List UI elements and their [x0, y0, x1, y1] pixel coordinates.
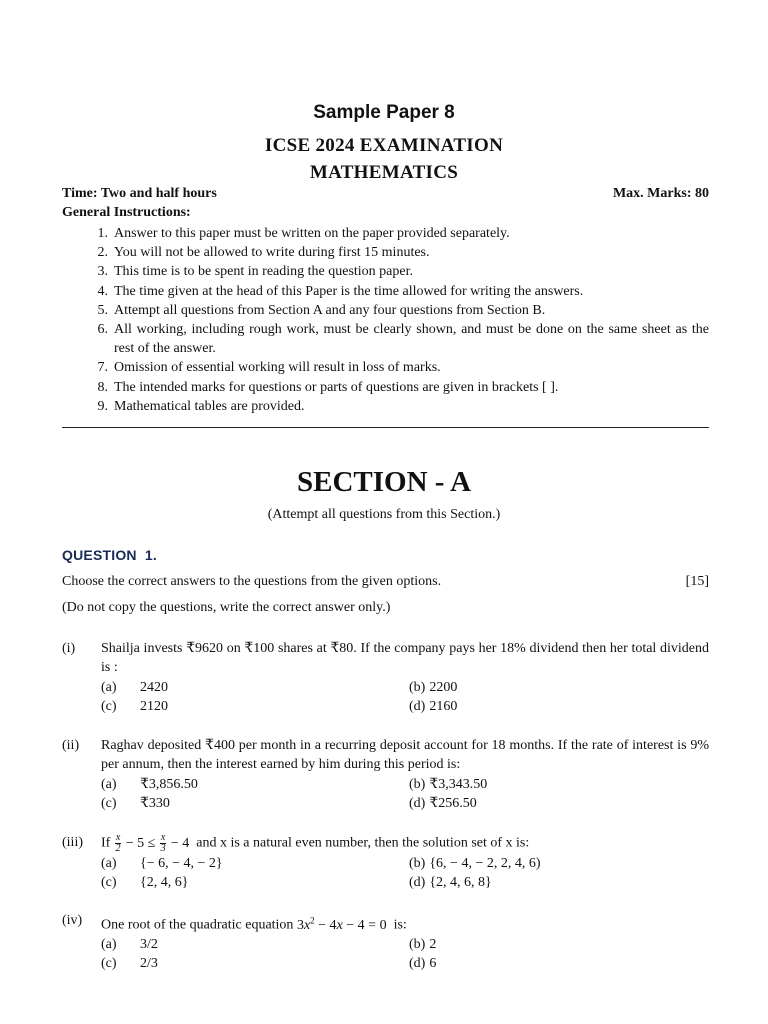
option-label: (c) [101, 699, 117, 715]
question-heading [62, 547, 157, 563]
paper-title: Sample Paper 8 [313, 102, 455, 123]
option-text: 3/2 [140, 937, 158, 953]
section-subtitle: (Attempt all questions from this Section.) [267, 507, 501, 522]
option-text: ₹330 [140, 796, 170, 812]
question-marks: [15] [685, 574, 709, 589]
option-label: (c) [101, 956, 117, 972]
option-label: (d) [409, 956, 426, 972]
option-a [101, 854, 223, 873]
option-text: 2 [429, 937, 437, 953]
option-text: ₹3,856.50 [140, 776, 198, 792]
option-d [409, 873, 492, 892]
option-b [409, 775, 487, 794]
question-part-ii [62, 736, 709, 814]
option-text: 2/3 [140, 956, 158, 972]
question-part-iv [62, 911, 709, 974]
option-label: (c) [101, 875, 117, 891]
time-allowed: Time: Two and half hours [62, 186, 217, 201]
instruction-item [62, 224, 709, 243]
option-c [101, 873, 188, 892]
section-title: SECTION - A [296, 466, 472, 498]
stem-tail: and x is a natural even number, then the solution set of x is: [196, 835, 530, 851]
question-number: 1. [144, 547, 157, 563]
option-text: 6 [429, 956, 437, 972]
part-number: (iii) [62, 835, 83, 850]
instruction-item [62, 262, 709, 281]
question-instruction: Choose the correct answers to the questions from the given options. [62, 574, 442, 589]
part-stem [101, 911, 709, 935]
option-text: 2200 [429, 679, 458, 695]
question-label: QUESTION [62, 547, 137, 563]
instruction-text: Omission of essential working will result in loss of marks. [114, 360, 441, 376]
option-a [101, 678, 168, 697]
instruction-item [62, 282, 709, 301]
stem-prefix: If [101, 835, 111, 851]
instruction-text: Mathematical tables are provided. [114, 398, 305, 414]
option-label: (d) [409, 875, 426, 891]
option-text: ₹256.50 [429, 796, 477, 812]
instruction-number: 7. [97, 360, 108, 376]
instruction-number: 4. [97, 283, 108, 299]
instruction-text: The intended marks for questions or parts of questions are given in brackets [ ]. [114, 379, 559, 395]
instruction-number: 3. [97, 264, 108, 280]
instruction-item [62, 378, 709, 397]
part-stem: Shailja invests ₹9620 on ₹100 shares at ₹80. If the company pays her 18% dividend then her total dividend is : [101, 641, 709, 676]
option-text: ₹3,343.50 [429, 776, 488, 792]
option-text: 2160 [429, 699, 458, 715]
option-label: (d) [409, 796, 426, 812]
option-label: (a) [101, 937, 117, 953]
option-label: (b) [409, 856, 426, 871]
stem-tail: is: [393, 917, 407, 933]
option-d [409, 697, 457, 716]
instruction-number: 5. [97, 302, 108, 318]
part-stem [101, 833, 709, 854]
question-instruction-line [62, 574, 709, 590]
option-text: {6, − 4, − 2, 2, 4, 6) [429, 856, 541, 871]
option-label: (c) [101, 796, 117, 812]
inequality-expression: $\frac{x}{2}$ − 5 ≤ $\frac{x}{3}$ − 4 [115, 832, 190, 854]
option-c [101, 794, 170, 813]
option-b [409, 854, 541, 873]
option-label: (a) [101, 679, 117, 695]
instruction-number: 1. [97, 226, 108, 241]
instruction-item [62, 358, 709, 377]
part-number: (ii) [62, 738, 80, 753]
quadratic-equation: $3x^2 - 4x - 4 = 0$ [296, 915, 387, 933]
option-d [409, 954, 436, 973]
part-options [101, 854, 709, 893]
divider [62, 427, 709, 428]
exam-meta [62, 186, 709, 202]
option-d [409, 794, 477, 813]
option-b [409, 935, 436, 954]
instruction-number: 8. [97, 379, 108, 395]
part-number: (i) [62, 641, 76, 656]
instruction-number: 9. [97, 398, 108, 414]
subject-title: MATHEMATICS [309, 162, 459, 183]
instruction-item [62, 320, 709, 358]
option-a [101, 935, 158, 954]
instructions-list [62, 224, 709, 416]
part-options [101, 935, 709, 974]
instruction-text: Answer to this paper must be written on the paper provided separately. [114, 226, 510, 241]
max-marks: Max. Marks: 80 [612, 186, 709, 201]
option-text: 2420 [140, 679, 168, 695]
option-label: (a) [101, 856, 117, 871]
part-options [101, 678, 709, 717]
question-note: (Do not copy the questions, write the correct answer only.) [62, 600, 391, 615]
question-part-iii [62, 833, 709, 893]
instruction-item [62, 397, 709, 416]
part-number: (iv) [62, 913, 83, 928]
part-options [101, 775, 709, 814]
option-label: (b) [409, 937, 426, 953]
stem-prefix: One root of the quadratic equation [101, 917, 294, 933]
option-text: {2, 4, 6, 8} [429, 875, 492, 891]
option-b [409, 678, 457, 697]
option-text: 2120 [140, 699, 168, 715]
instruction-text: This time is to be spent in reading the question paper. [114, 264, 413, 280]
instruction-text: All working, including rough work, must be clearly shown, and must be done on the same sheet as the rest of the answer. [114, 322, 709, 357]
instruction-number: 2. [97, 245, 108, 261]
instructions-title: General Instructions: [62, 205, 191, 220]
instruction-text: You will not be allowed to write during first 15 minutes. [114, 245, 430, 261]
option-label: (a) [101, 776, 117, 792]
instruction-text: The time given at the head of this Paper is the time allowed for writing the answers. [114, 283, 584, 299]
option-text: {− 6, − 4, − 2} [140, 856, 223, 871]
instruction-item [62, 301, 709, 320]
option-text: {2, 4, 6} [140, 875, 189, 891]
exam-title: ICSE 2024 EXAMINATION [264, 135, 504, 156]
instruction-number: 6. [97, 322, 108, 338]
option-label: (b) [409, 679, 426, 695]
option-c [101, 697, 168, 716]
part-stem: Raghav deposited ₹400 per month in a recurring deposit account for 18 months. If the rate of interest is 9% per annum, then the interest earned by him during this period is: [101, 738, 709, 773]
instruction-text: Attempt all questions from Section A and any four questions from Section B. [114, 302, 546, 318]
option-a [101, 775, 198, 794]
question-part-i [62, 639, 709, 717]
option-c [101, 954, 158, 973]
option-label: (d) [409, 699, 426, 715]
instruction-item [62, 243, 709, 262]
option-label: (b) [409, 776, 426, 792]
